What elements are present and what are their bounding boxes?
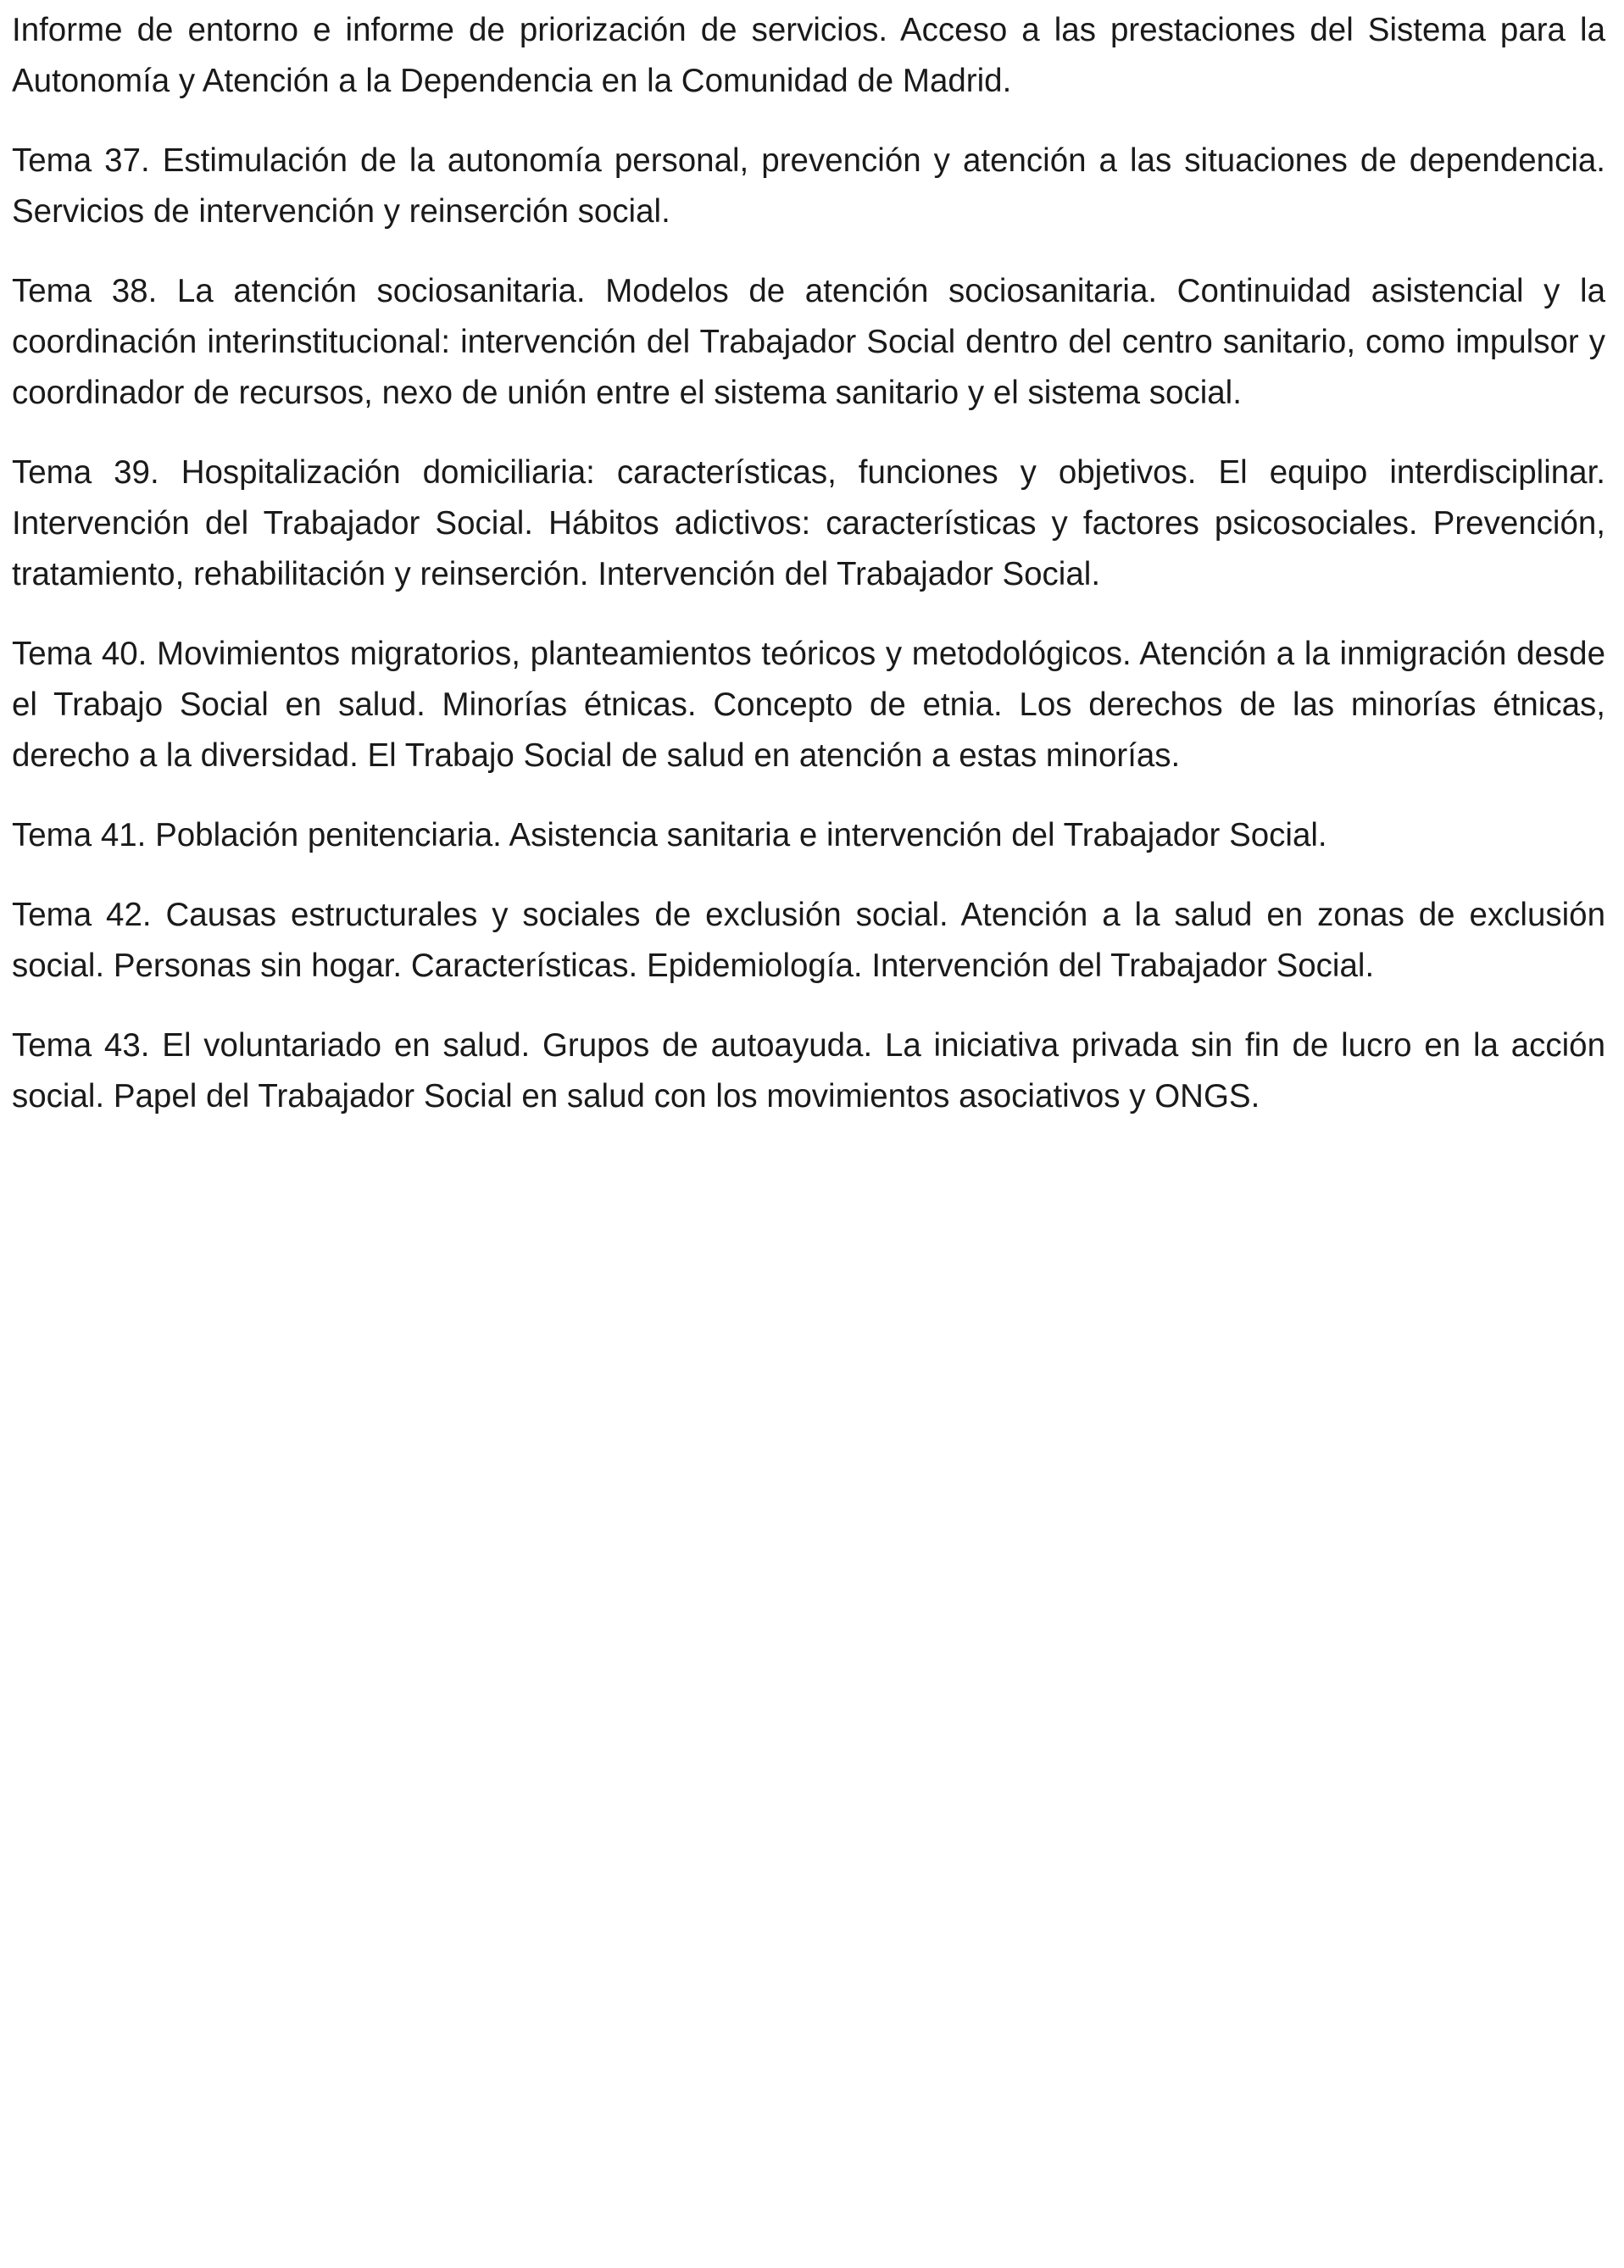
tema-40 [12,629,1605,781]
tema-number: Tema 42. [12,897,152,933]
tema-number: Tema 41. [12,817,147,853]
tema-text: La atención sociosanitaria. Modelos de atención sociosanitaria. Continuidad asistencial y la coordinación interinstitucional: intervención del Trabajador Social dentro del centro sanitario, como impulsor y coordinador de recursos, nexo de unión entre el sistema sanitario y el sistema social. [12,273,1605,411]
tema-39 [12,447,1605,600]
tema-text: El voluntariado en salud. Grupos de autoayuda. La iniciativa privada sin fin de lucro en la acción social. Papel del Trabajador Social en salud con los movimientos asociativos y ONGS. [12,1027,1606,1115]
tema-37 [12,136,1605,237]
tema-43 [12,1020,1605,1122]
tema-text: Población penitenciaria. Asistencia sanitaria e intervención del Trabajador Social. [155,817,1327,853]
tema-number: Tema 39. [12,454,159,491]
tema-number: Tema 43. [12,1027,150,1064]
tema-42 [12,890,1605,992]
intro-paragraph: Informe de entorno e informe de priorización de servicios. Acceso a las prestaciones del Sistema para la Autonomía y Atención a la Dependencia en la Comunidad de Madrid. [12,12,1605,99]
tema-number: Tema 37. [12,142,150,179]
tema-number: Tema 40. [12,636,147,672]
tema-number: Tema 38. [12,273,158,309]
document-page [12,0,1605,1151]
tema-text: Estimulación de la autonomía personal, prevención y atención a las situaciones de dependencia. Servicios de intervención y reinserción social. [12,142,1605,230]
tema-text: Movimientos migratorios, planteamientos teóricos y metodológicos. Atención a la inmigración desde el Trabajo Social en salud. Minorías étnicas. Concepto de etnia. Los derechos de las minorías étnicas, derecho a la diversidad. El Trabajo Social de salud en atención a estas minorías. [12,636,1605,774]
tema-41 [12,810,1605,861]
tema-38 [12,266,1605,419]
tema-text: Causas estructurales y sociales de exclusión social. Atención a la salud en zonas de exclusión social. Personas sin hogar. Características. Epidemiología. Intervención del Trabajador Social. [12,897,1605,984]
tema-text: Hospitalización domiciliaria: características, funciones y objetivos. El equipo interdisciplinar. Intervención del Trabajador Social. Hábitos adictivos: características y factores psicosociales. Prevención, tratamiento, rehabilitación y reinserción. Intervención del Trabajador Social. [12,454,1605,592]
